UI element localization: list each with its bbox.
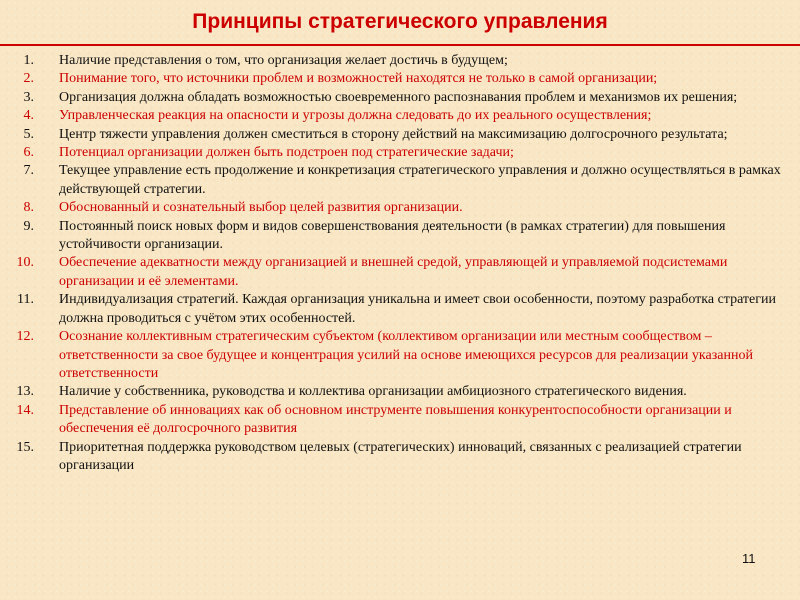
item-text: Приоритетная поддержка руководством целевых (стратегических) инноваций, связанных с реализацией стратегии организации xyxy=(59,439,742,473)
list-item xyxy=(0,328,800,383)
list-item xyxy=(0,254,800,291)
list-item xyxy=(0,107,800,125)
item-text: Осознание коллективным стратегическим субъектом (коллективом организации или местным сообществом – ответственности за свое будущее и концентрация усилий на основе имеющихся ресурсов для реализации указанной ответственности xyxy=(59,329,753,381)
item-text: Наличие представления о том, что организация желает достичь в будущем; xyxy=(59,53,508,68)
item-text: Текущее управление есть продолжение и конкретизация стратегического управления и должно осуществляться в рамках действующей стратегии. xyxy=(59,163,781,197)
list-item xyxy=(0,199,800,217)
item-number: 6. xyxy=(23,145,34,161)
item-text: Постоянный поиск новых форм и видов совершенствования деятельности (в рамках стратегии) для повышения устойчивости организации. xyxy=(59,218,726,253)
item-number: 10. xyxy=(16,255,34,271)
list-item xyxy=(0,439,800,476)
list-item xyxy=(0,52,800,70)
page-number: 11 xyxy=(742,551,756,566)
item-number: 11. xyxy=(17,292,34,308)
item-number: 3. xyxy=(23,89,34,105)
item-text: Представление об инновациях как об основном инструменте повышения конкурентоспособности организации и обеспечения её долгосрочного развития xyxy=(59,402,732,437)
item-text: Обеспечение адекватности между организацией и внешней средой, управляющей и управляемой подсистемами организации и её элементами. xyxy=(59,255,728,289)
list-item xyxy=(0,144,800,162)
item-number: 9. xyxy=(23,218,34,234)
item-text: Понимание того, что источники проблем и возможностей находятся не только в самой организации; xyxy=(59,71,658,87)
title-divider xyxy=(0,44,800,46)
list-item xyxy=(0,218,800,255)
item-text: Наличие у собственника, руководства и коллектива организации амбициозного стратегического видения. xyxy=(59,384,687,400)
item-number: 4. xyxy=(23,108,34,124)
item-number: 2. xyxy=(23,71,34,87)
item-number: 15. xyxy=(16,439,34,455)
list-item xyxy=(0,402,800,439)
item-number: 7. xyxy=(23,163,34,179)
list-item xyxy=(0,162,800,199)
list-item xyxy=(0,126,800,144)
principles-list xyxy=(0,52,800,475)
item-number: 13. xyxy=(16,384,34,400)
item-text: Индивидуализация стратегий. Каждая организация уникальна и имеет свои особенности, поэтому разработка стратегии должна проводиться с учётом этих особенностей. xyxy=(59,292,776,326)
item-number: 8. xyxy=(23,200,34,216)
list-item xyxy=(0,70,800,88)
item-text: Организация должна обладать возможностью своевременного распознавания проблем и механизмов их решения; xyxy=(59,89,738,105)
item-text: Потенциал организации должен быть подстроен под стратегические задачи; xyxy=(59,145,514,161)
list-item xyxy=(0,383,800,401)
list-item xyxy=(0,89,800,107)
list-item xyxy=(0,291,800,328)
item-text: Управленческая реакция на опасности и угрозы должна следовать до их реального осуществления; xyxy=(59,108,652,124)
item-number: 12. xyxy=(16,329,34,345)
item-number: 1. xyxy=(23,53,34,68)
item-number: 14. xyxy=(16,402,34,418)
item-number: 5. xyxy=(23,126,34,142)
slide-title: Принципы стратегического управления xyxy=(192,10,608,33)
item-text: Центр тяжести управления должен сместиться в сторону действий на максимизацию долгосрочного результата; xyxy=(59,126,728,142)
item-text: Обоснованный и сознательный выбор целей развития организации. xyxy=(59,200,463,216)
